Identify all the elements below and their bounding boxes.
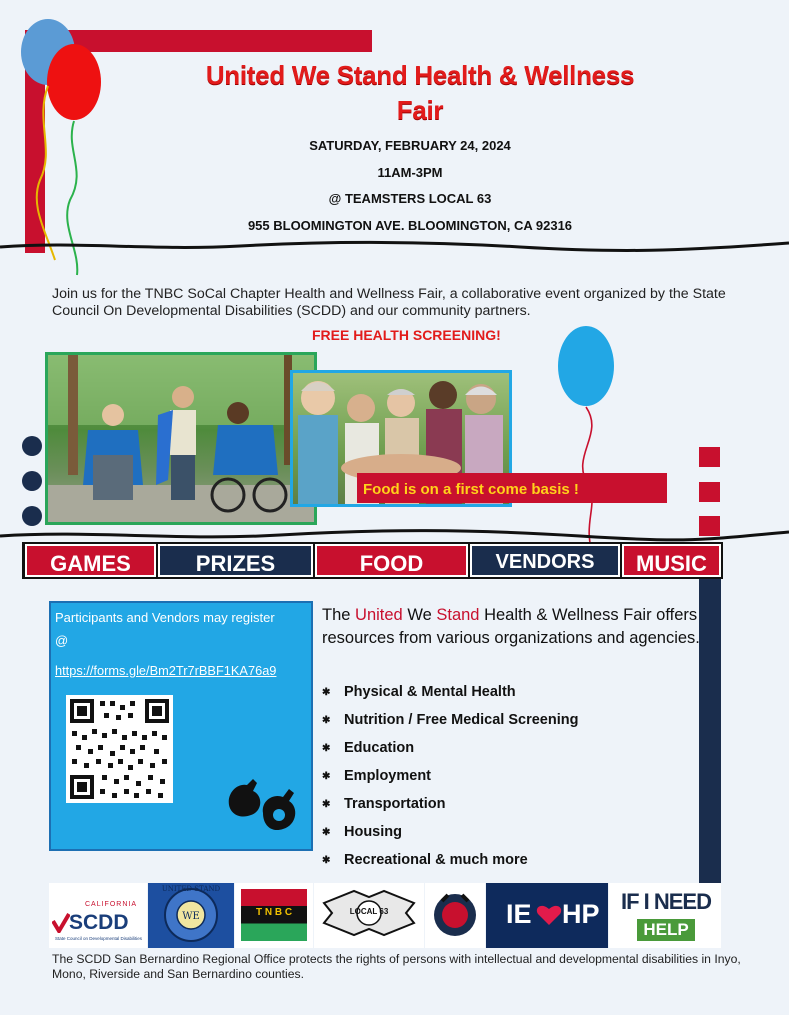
list-item: ✱ Housing [322,824,402,840]
scdd-text: SCDD [69,911,129,934]
logo-ifineed-help [609,883,721,948]
dot-2 [22,471,42,491]
tnbc-text: T N B C [255,907,293,918]
ifineed-text: IF I NEED [620,889,711,914]
register-link[interactable]: https://forms.gle/Bm2Tr7rBBF1KA76a9 [55,663,277,678]
category-prizes: PRIZES [158,544,313,577]
list-item: ✱ Employment [322,768,432,784]
square-2 [699,482,720,502]
united-stand-text: UNITED STAND [161,885,221,893]
category-food: FOOD [315,544,468,577]
logo-iehp [486,883,608,948]
register-text: Participants and Vendors may register [55,610,275,625]
offers-stand: Stand [436,606,480,624]
footer-text: The SCDD San Bernardino Regional Office protects the rights of persons with intellectual and developmental disabilities in Inyo, Mono, Riverside and San Bernardino counties. [52,952,741,981]
wavy-divider [0,238,789,254]
event-time: 11AM-3PM [377,165,443,180]
scdd-check-icon [52,913,70,933]
dot-3 [22,506,42,526]
category-games: GAMES [25,544,156,577]
offers-rest: Health & Wellness Fair offers resources from various organizations and agencies. [322,606,700,647]
list-item: ✱ Nutrition / Free Medical Screening [322,712,579,728]
register-at: @ [55,633,69,648]
free-screening: FREE HEALTH SCREENING! [312,327,501,343]
svg-text:WE: WE [182,911,200,922]
list-item: ✱ Education [322,740,415,756]
qr-code [66,695,173,803]
category-music: MUSIC [622,544,721,577]
intro-text: Join us for the TNBC SoCal Chapter Health and Wellness Fair, a collaborative event organized by the State Council On Developmental Disabilities (SCDD) and our community partners. [52,286,726,319]
list-item: ✱ Recreational & much more [322,852,528,868]
offers-text [322,604,702,649]
help-text: HELP [637,919,695,941]
logo-united-stand [148,883,234,948]
list-item: ✱ Transportation [322,796,446,812]
square-1 [699,447,720,467]
logo-local63 [314,883,424,948]
scdd-small-text: CALIFORNIA [85,901,138,908]
scdd-subtitle: State Council on Developmental Disabilities [55,936,143,941]
offers-we: We [402,606,437,624]
title-line-2: Fair [396,95,444,125]
category-vendors: VENDORS [470,544,620,577]
logo-scdd [49,883,147,948]
logo-teamsters [425,883,485,948]
resource-list [322,683,702,879]
event-venue: @ TEAMSTERS LOCAL 63 [328,191,492,206]
page-title [140,58,700,128]
children-photo [45,352,317,525]
local63-text: LOCAL 63 [349,907,389,916]
heart-icon [536,903,562,927]
list-item: ✱ Physical & Mental Health [322,684,516,700]
frame-bar-right [699,579,721,884]
event-address: 955 BLOOMINGTON AVE. BLOOMINGTON, CA 92316 [247,218,573,233]
iehp-ie: IE [506,899,532,929]
iehp-hp: HP [562,899,600,929]
offers-united: United [355,606,403,624]
offers-pre: The [322,606,356,624]
event-date: SATURDAY, FEBRUARY 24, 2024 [309,138,511,153]
dot-1 [22,436,42,456]
registration-box [49,601,313,851]
food-note-text: Food is on a first come basis ! [363,481,579,498]
logo-tnbc [235,883,313,948]
title-line-1: United We Stand Health & Wellness [205,60,635,90]
sign-language-icon [223,775,301,841]
